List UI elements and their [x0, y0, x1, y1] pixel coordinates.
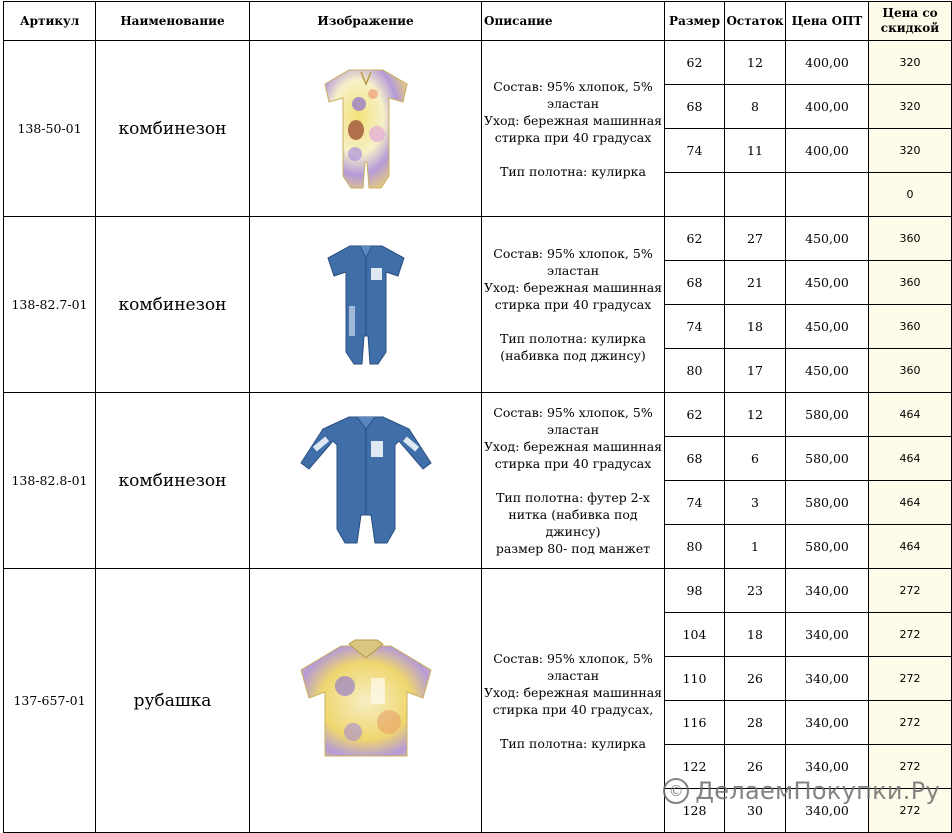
size-cell: 128	[665, 789, 725, 833]
discount-price-cell: 272	[869, 789, 952, 833]
description-cell	[482, 41, 665, 217]
article-cell: 138-82.8-01	[4, 393, 96, 569]
discount-price-cell: 360	[869, 305, 952, 349]
stock-cell: 27	[725, 217, 786, 261]
description-line: эластан	[546, 667, 600, 683]
romper-denim-long-sleeve-icon	[250, 411, 481, 551]
stock-cell: 28	[725, 701, 786, 745]
stock-cell	[725, 173, 786, 217]
product-image-cell	[250, 217, 482, 393]
header-price: Цена ОПТ	[786, 2, 869, 41]
header-discount: Цена со скидкой	[869, 2, 952, 41]
description-cell	[482, 393, 665, 569]
stock-cell: 23	[725, 569, 786, 613]
size-cell: 80	[665, 349, 725, 393]
description-line: эластан	[546, 263, 600, 278]
header-article: Артикул	[4, 2, 96, 41]
product-image-cell	[250, 569, 482, 833]
header-image: Изображение	[250, 2, 482, 41]
article-cell: 138-50-01	[4, 41, 96, 217]
header-row	[4, 2, 952, 41]
description-line: Уход: бережная машинная	[483, 280, 663, 295]
description-line: Тип полотна: кулирка	[500, 735, 646, 751]
description-line: стирка при 40 градусах	[494, 129, 652, 145]
description-line: Уход: бережная машинная	[483, 439, 663, 454]
stock-cell: 6	[725, 437, 786, 481]
discount-price-cell: 464	[869, 481, 952, 525]
description-line: эластан	[546, 95, 600, 111]
price-cell: 580,00	[786, 525, 869, 569]
discount-price-cell: 464	[869, 437, 952, 481]
discount-price-cell: 272	[869, 745, 952, 789]
price-cell: 580,00	[786, 481, 869, 525]
size-cell: 74	[665, 129, 725, 173]
description-line: Состав: 95% хлопок, 5%	[493, 405, 653, 420]
price-cell: 340,00	[786, 657, 869, 701]
product-name-cell: рубашка	[96, 569, 250, 833]
price-cell: 450,00	[786, 217, 869, 261]
romper-denim-short-sleeve-icon	[250, 240, 481, 370]
discount-price-cell: 464	[869, 525, 952, 569]
product-name-cell: комбинезон	[96, 41, 250, 217]
discount-price-cell: 0	[869, 173, 952, 217]
stock-cell: 26	[725, 745, 786, 789]
description-line: нитка (набивка под джинсу)	[508, 507, 638, 539]
size-cell: 122	[665, 745, 725, 789]
description-line: (набивка под джинсу)	[500, 348, 646, 363]
watermark	[663, 777, 940, 805]
description-line: стирка при 40 градусах	[494, 456, 652, 471]
discount-price-cell: 360	[869, 217, 952, 261]
price-cell: 340,00	[786, 569, 869, 613]
price-cell: 340,00	[786, 613, 869, 657]
article-cell: 138-82.7-01	[4, 217, 96, 393]
description-line: стирка при 40 градусах,	[492, 701, 654, 717]
description-cell	[482, 569, 665, 833]
stock-cell: 3	[725, 481, 786, 525]
size-cell: 74	[665, 305, 725, 349]
stock-cell: 17	[725, 349, 786, 393]
size-cell: 68	[665, 85, 725, 129]
stock-cell: 26	[725, 657, 786, 701]
discount-price-cell: 464	[869, 393, 952, 437]
price-cell	[786, 173, 869, 217]
description-line: Уход: бережная машинная	[483, 112, 663, 128]
discount-price-cell: 272	[869, 569, 952, 613]
description-line: Уход: бережная машинная	[483, 684, 663, 700]
discount-price-cell: 272	[869, 613, 952, 657]
discount-price-cell: 272	[869, 657, 952, 701]
discount-price-cell: 320	[869, 85, 952, 129]
article-cell: 137-657-01	[4, 569, 96, 833]
description-line: стирка при 40 градусах	[494, 297, 652, 312]
size-cell: 104	[665, 613, 725, 657]
price-cell: 400,00	[786, 129, 869, 173]
price-cell: 400,00	[786, 85, 869, 129]
price-cell: 340,00	[786, 701, 869, 745]
description-line: Состав: 95% хлопок, 5%	[493, 650, 653, 666]
product-name-cell: комбинезон	[96, 393, 250, 569]
header-description: Описание	[482, 2, 665, 41]
price-list-table	[3, 1, 952, 833]
price-cell: 340,00	[786, 789, 869, 833]
description-line: Состав: 95% хлопок, 5%	[493, 78, 653, 94]
product-image-cell	[250, 393, 482, 569]
size-cell: 62	[665, 393, 725, 437]
stock-cell: 12	[725, 393, 786, 437]
size-cell: 116	[665, 701, 725, 745]
description-line: Тип полотна: футер 2-х	[496, 490, 650, 505]
product-name-cell: комбинезон	[96, 217, 250, 393]
size-cell: 62	[665, 217, 725, 261]
size-cell: 74	[665, 481, 725, 525]
stock-cell: 12	[725, 41, 786, 85]
romper-tie-dye-icon	[250, 64, 481, 194]
discount-price-cell: 320	[869, 129, 952, 173]
price-cell: 400,00	[786, 41, 869, 85]
price-cell: 450,00	[786, 261, 869, 305]
size-cell: 68	[665, 261, 725, 305]
price-cell: 340,00	[786, 745, 869, 789]
discount-price-cell: 360	[869, 261, 952, 305]
price-cell: 580,00	[786, 393, 869, 437]
size-cell: 68	[665, 437, 725, 481]
discount-price-cell: 272	[869, 701, 952, 745]
size-cell: 80	[665, 525, 725, 569]
description-cell	[482, 217, 665, 393]
description-line: Тип полотна: кулирка	[500, 163, 646, 179]
watermark-text: ДелаемПокупки.Ру	[695, 777, 940, 805]
size-cell: 110	[665, 657, 725, 701]
table-row	[4, 393, 952, 437]
description-line: эластан	[546, 422, 600, 437]
size-cell	[665, 173, 725, 217]
description-line: размер 80- под манжет	[495, 541, 651, 556]
stock-cell: 18	[725, 613, 786, 657]
stock-cell: 18	[725, 305, 786, 349]
discount-price-cell: 320	[869, 41, 952, 85]
stock-cell: 1	[725, 525, 786, 569]
discount-price-cell: 360	[869, 349, 952, 393]
header-size: Размер	[665, 2, 725, 41]
size-cell: 62	[665, 41, 725, 85]
table-row	[4, 41, 952, 85]
stock-cell: 21	[725, 261, 786, 305]
stock-cell: 8	[725, 85, 786, 129]
price-cell: 580,00	[786, 437, 869, 481]
description-line: Тип полотна: кулирка	[500, 331, 646, 346]
table-row	[4, 569, 952, 613]
description-line: Состав: 95% хлопок, 5%	[493, 246, 653, 261]
shirt-tie-dye-icon	[250, 636, 481, 766]
price-cell: 450,00	[786, 305, 869, 349]
stock-cell: 30	[725, 789, 786, 833]
product-image-cell	[250, 41, 482, 217]
size-cell: 98	[665, 569, 725, 613]
table-row	[4, 217, 952, 261]
header-stock: Остаток	[725, 2, 786, 41]
copyright-icon: ©	[663, 778, 689, 804]
header-name: Наименование	[96, 2, 250, 41]
price-cell: 450,00	[786, 349, 869, 393]
stock-cell: 11	[725, 129, 786, 173]
